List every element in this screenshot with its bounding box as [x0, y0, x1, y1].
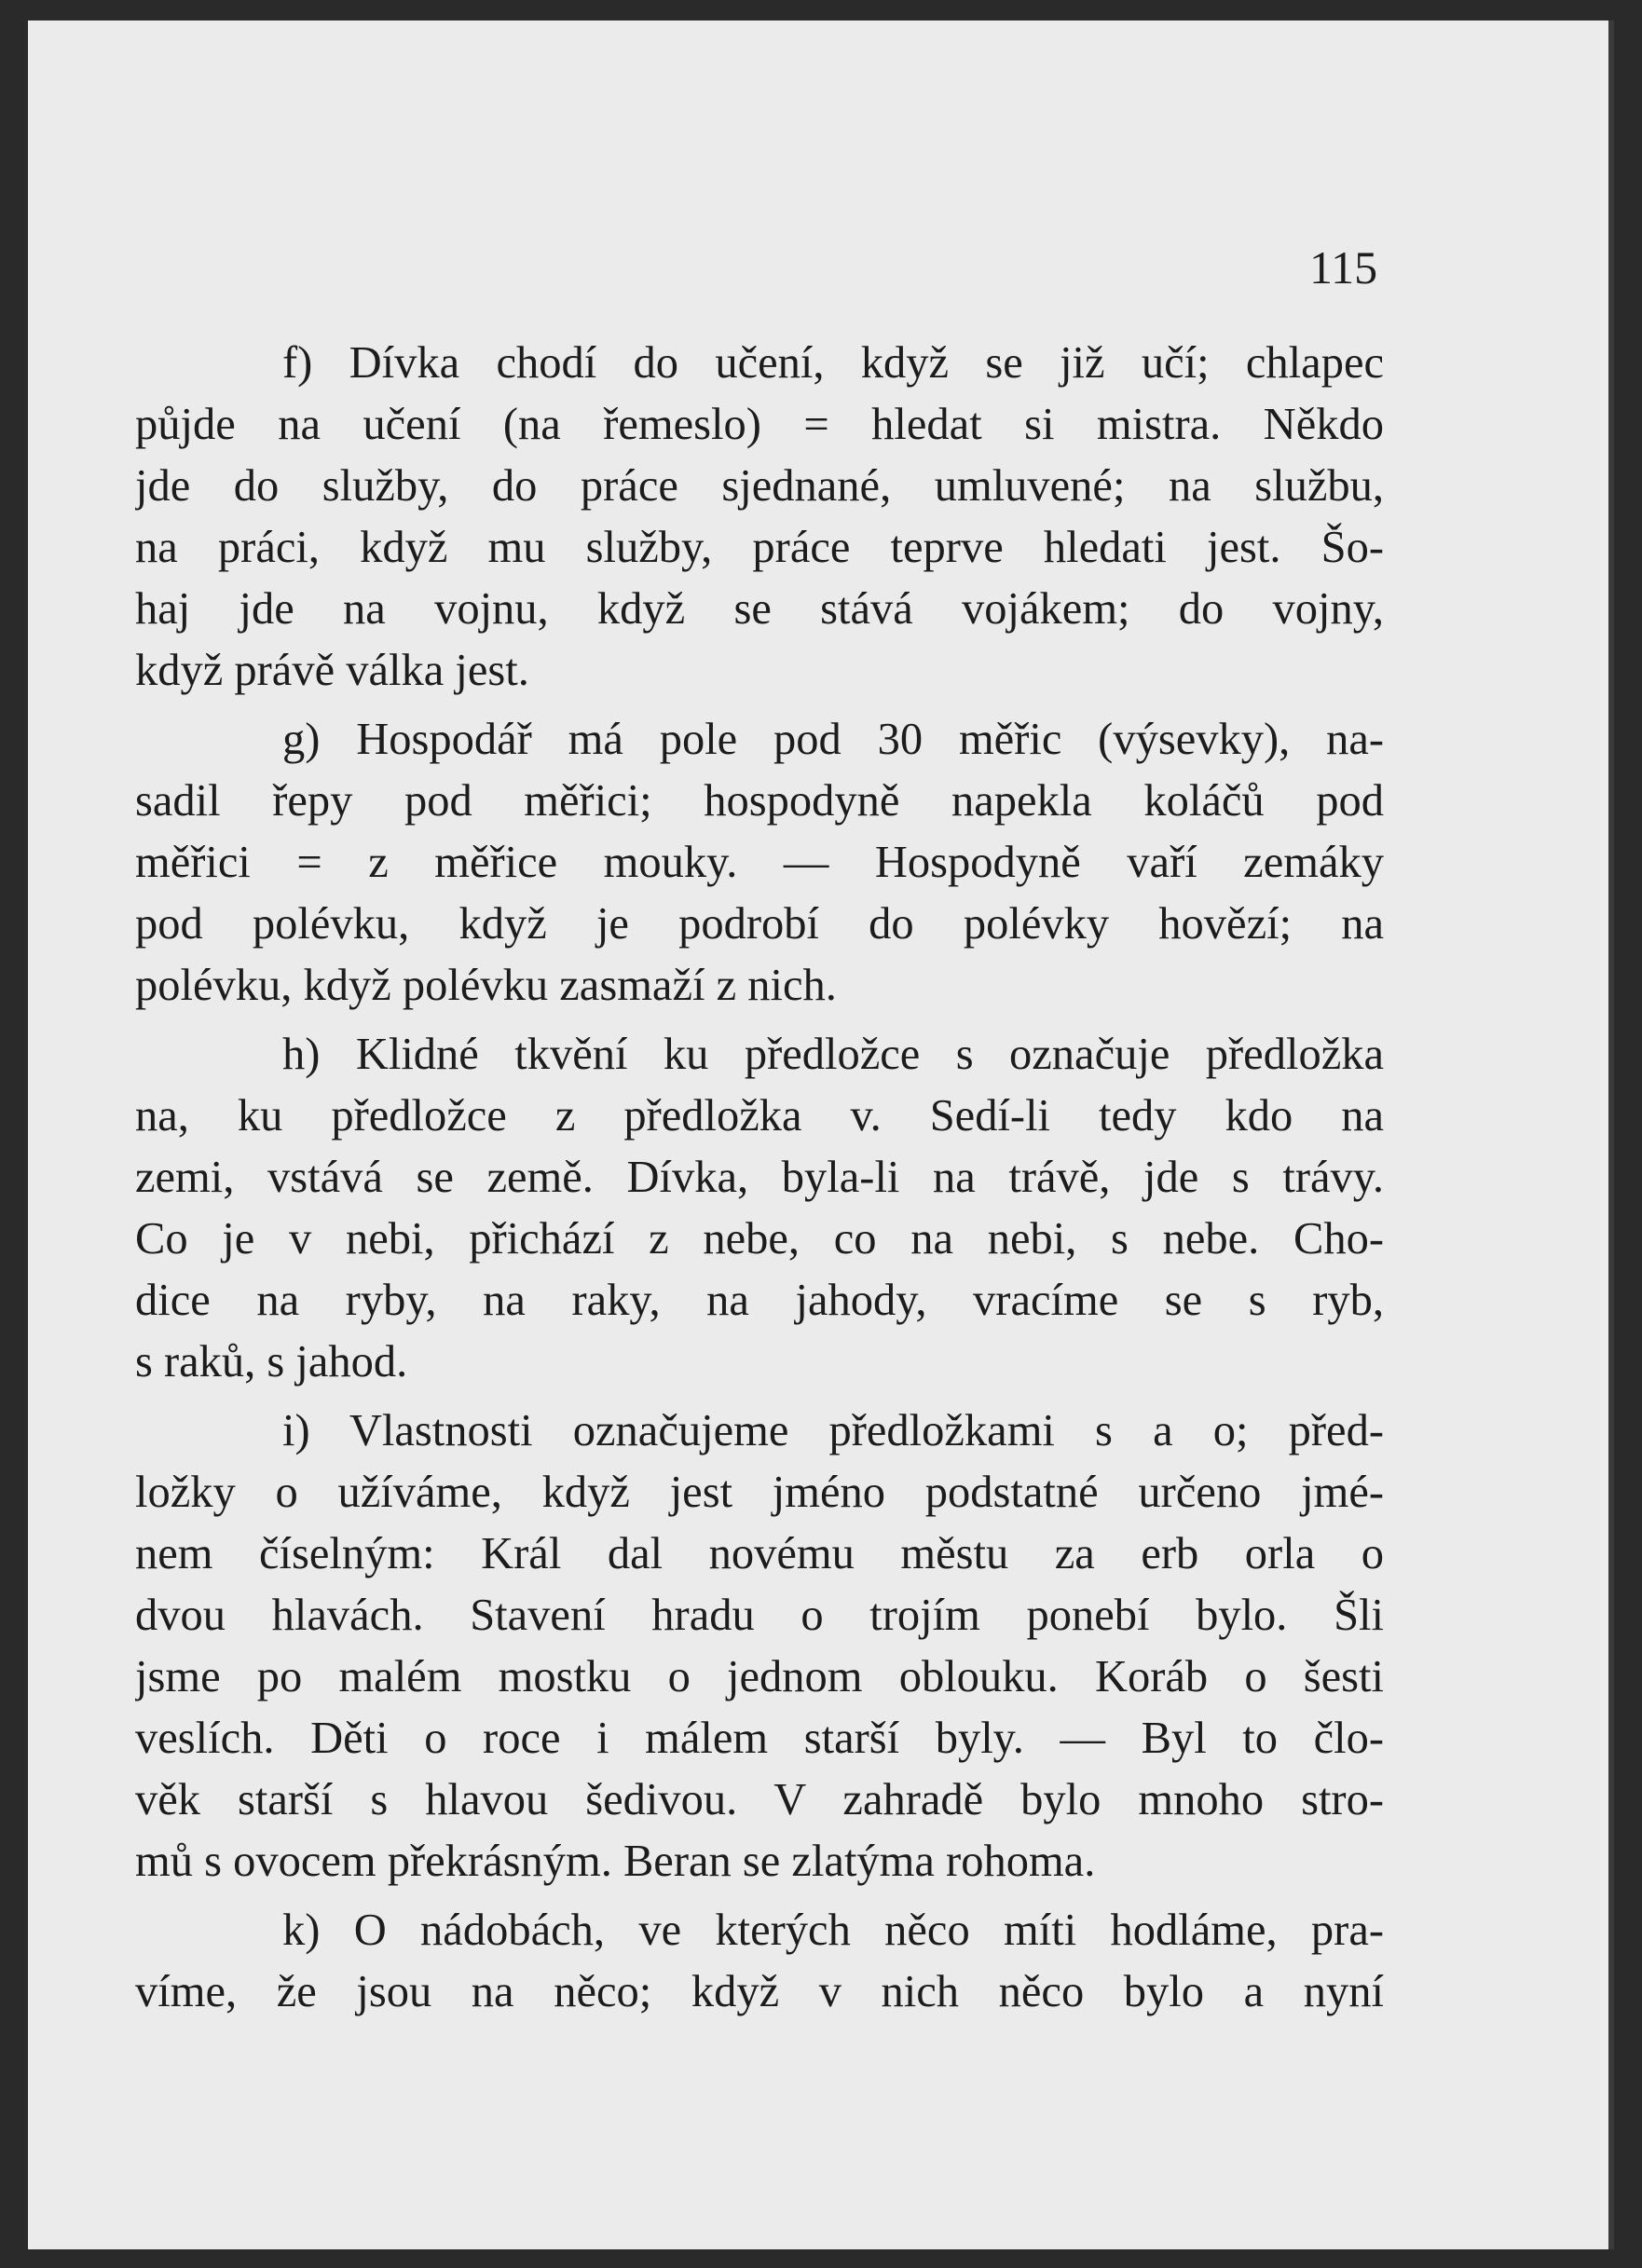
paragraph-i [135, 1400, 1384, 1892]
text-line: veslích. Děti o roce i málem starší byly. — Byl to člo- [135, 1714, 1384, 1763]
text-line: polévku, když polévku zasmaží z nich. [135, 961, 837, 1010]
paragraph-k [135, 1900, 1384, 2023]
text-line: i) Vlastnosti označujeme předložkami s a o; před- [282, 1406, 1384, 1455]
paragraph-g [135, 709, 1384, 1017]
text-line: půjde na učení (na řemeslo) = hledat si mistra. Někdo [135, 400, 1384, 449]
text-line: sadil řepy pod měřici; hospodyně napekla koláčů pod [135, 776, 1384, 826]
paragraph-h [135, 1024, 1384, 1393]
text-line: k) O nádobách, ve kterých něco míti hodláme, pra- [282, 1906, 1384, 1955]
text-line: na, ku předložce z předložka v. Sedí-li tedy kdo na [135, 1091, 1384, 1141]
body-text [135, 333, 1384, 2030]
text-line: když právě válka jest. [135, 646, 529, 695]
text-line: ložky o užíváme, když jest jméno podstatné určeno jmé- [135, 1468, 1384, 1517]
text-line: věk starší s hlavou šedivou. V zahradě bylo mnoho stro- [135, 1775, 1384, 1824]
text-line: na práci, když mu služby, práce teprve hledati jest. Šo- [135, 523, 1384, 572]
text-line: Co je v nebi, přichází z nebe, co na nebi, s nebe. Cho- [135, 1214, 1384, 1264]
text-line: víme, že jsou na něco; když v nich něco bylo a nyní [135, 1967, 1384, 2016]
text-line: jde do služby, do práce sjednané, umluvené; na službu, [135, 461, 1384, 511]
text-line: jsme po malém mostku o jednom oblouku. Koráb o šesti [135, 1652, 1384, 1701]
text-line: s raků, s jahod. [135, 1337, 408, 1387]
text-line: g) Hospodář má pole pod 30 měřic (výsevky), na- [282, 715, 1384, 764]
text-line: nem číselným: Král dal novému městu za erb orla o [135, 1529, 1384, 1578]
text-line: dvou hlavách. Stavení hradu o trojím ponebí bylo. Šli [135, 1591, 1384, 1640]
text-line: f) Dívka chodí do učení, když se již učí; chlapec [282, 338, 1384, 388]
text-line: mů s ovocem překrásným. Beran se zlatýma rohoma. [135, 1837, 1096, 1886]
text-line: haj jde na vojnu, když se stává vojákem; do vojny, [135, 584, 1384, 634]
text-line: měřici = z měřice mouky. — Hospodyně vaří zemáky [135, 838, 1384, 887]
text-line: dice na ryby, na raky, na jahody, vracíme se s ryb, [135, 1276, 1384, 1325]
book-page [28, 20, 1614, 2249]
text-line: zemi, vstává se země. Dívka, byla-li na trávě, jde s trávy. [135, 1153, 1384, 1202]
paragraph-f [135, 333, 1384, 702]
page-number: 115 [1309, 241, 1378, 294]
text-line: h) Klidné tkvění ku předložce s označuje předložka [282, 1030, 1384, 1079]
text-line: pod polévku, když je podrobí do polévky hovězí; na [135, 899, 1384, 949]
